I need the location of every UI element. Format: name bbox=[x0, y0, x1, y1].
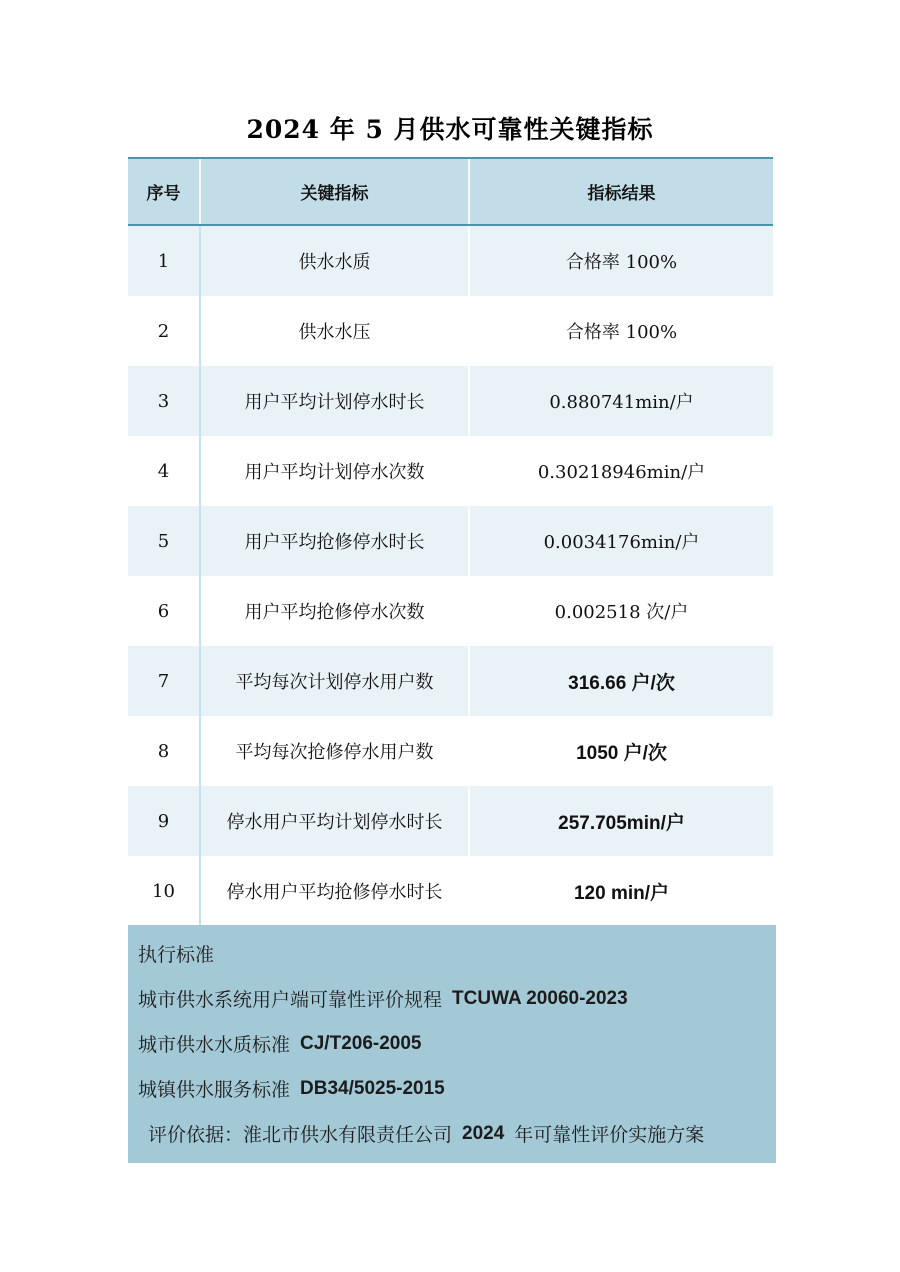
header-no: 序号 bbox=[128, 159, 201, 224]
standard-code: DB34/5025-2015 bbox=[300, 1077, 445, 1099]
row-no: 4 bbox=[128, 436, 201, 506]
footer-text: 年可靠性评价实施方案 bbox=[514, 1124, 705, 1146]
footer-line-standard bbox=[138, 1066, 766, 1111]
row-no: 8 bbox=[128, 716, 201, 786]
row-indicator: 用户平均计划停水时长 bbox=[201, 366, 470, 436]
row-result: 合格率 100% bbox=[565, 322, 678, 343]
row-result: 316.66 户/次 bbox=[568, 672, 675, 694]
row-result: 257.705min/户 bbox=[558, 812, 685, 834]
row-no: 3 bbox=[128, 366, 201, 436]
table-row bbox=[128, 366, 773, 436]
row-result: 合格率 100% bbox=[565, 252, 678, 273]
indicators-table bbox=[128, 157, 773, 926]
footer-line-standard bbox=[138, 976, 766, 1021]
row-no: 1 bbox=[128, 226, 201, 296]
footer-text: 城镇供水服务标准 bbox=[138, 1079, 291, 1101]
table-row bbox=[128, 436, 773, 506]
row-indicator: 平均每次抢修停水用户数 bbox=[201, 716, 470, 786]
row-indicator: 供水水质 bbox=[201, 226, 470, 296]
row-result: 1050 户/次 bbox=[576, 742, 667, 764]
footer-line-title bbox=[138, 931, 766, 976]
footer-text: 执行标准 bbox=[138, 944, 215, 966]
row-result: 120 min/户 bbox=[573, 882, 670, 904]
row-result: 0.880741min/户 bbox=[549, 392, 694, 413]
header-result: 指标结果 bbox=[587, 184, 656, 204]
standard-code: TCUWA 20060-2023 bbox=[452, 987, 628, 1009]
row-indicator: 平均每次计划停水用户数 bbox=[201, 646, 470, 716]
table-header-row bbox=[128, 157, 773, 226]
table-row bbox=[128, 716, 773, 786]
footer-text: 城市供水系统用户端可靠性评价规程 bbox=[138, 989, 443, 1011]
row-result: 0.30218946min/户 bbox=[537, 462, 706, 483]
table-row bbox=[128, 226, 773, 296]
page-title: 2024 年 5 月供水可靠性关键指标 bbox=[246, 115, 654, 144]
footer-line-standard bbox=[138, 1021, 766, 1066]
header-indicator: 关键指标 bbox=[201, 159, 470, 224]
row-indicator: 用户平均抢修停水次数 bbox=[201, 576, 470, 646]
table-row bbox=[128, 506, 773, 576]
row-no: 5 bbox=[128, 506, 201, 576]
standard-code: CJ/T206-2005 bbox=[300, 1032, 422, 1054]
row-result: 0.002518 次/户 bbox=[554, 602, 689, 623]
standard-code: 2024 bbox=[462, 1122, 505, 1144]
table-row bbox=[128, 576, 773, 646]
row-indicator: 停水用户平均抢修停水时长 bbox=[201, 856, 470, 926]
table-row bbox=[128, 646, 773, 716]
row-no: 10 bbox=[128, 856, 201, 926]
table-row bbox=[128, 856, 773, 926]
standards-footer bbox=[128, 925, 776, 1163]
table-row bbox=[128, 786, 773, 856]
footer-text: 城市供水水质标准 bbox=[138, 1034, 291, 1056]
row-indicator: 用户平均抢修停水时长 bbox=[201, 506, 470, 576]
row-indicator: 供水水压 bbox=[201, 296, 470, 366]
row-no: 9 bbox=[128, 786, 201, 856]
row-no: 2 bbox=[128, 296, 201, 366]
row-no: 6 bbox=[128, 576, 201, 646]
row-result: 0.0034176min/户 bbox=[543, 532, 700, 553]
footer-text: 评价依据：淮北市供水有限责任公司 bbox=[148, 1124, 453, 1146]
row-no: 7 bbox=[128, 646, 201, 716]
row-indicator: 用户平均计划停水次数 bbox=[201, 436, 470, 506]
table-row bbox=[128, 296, 773, 366]
row-indicator: 停水用户平均计划停水时长 bbox=[201, 786, 470, 856]
footer-line-basis bbox=[138, 1111, 766, 1156]
